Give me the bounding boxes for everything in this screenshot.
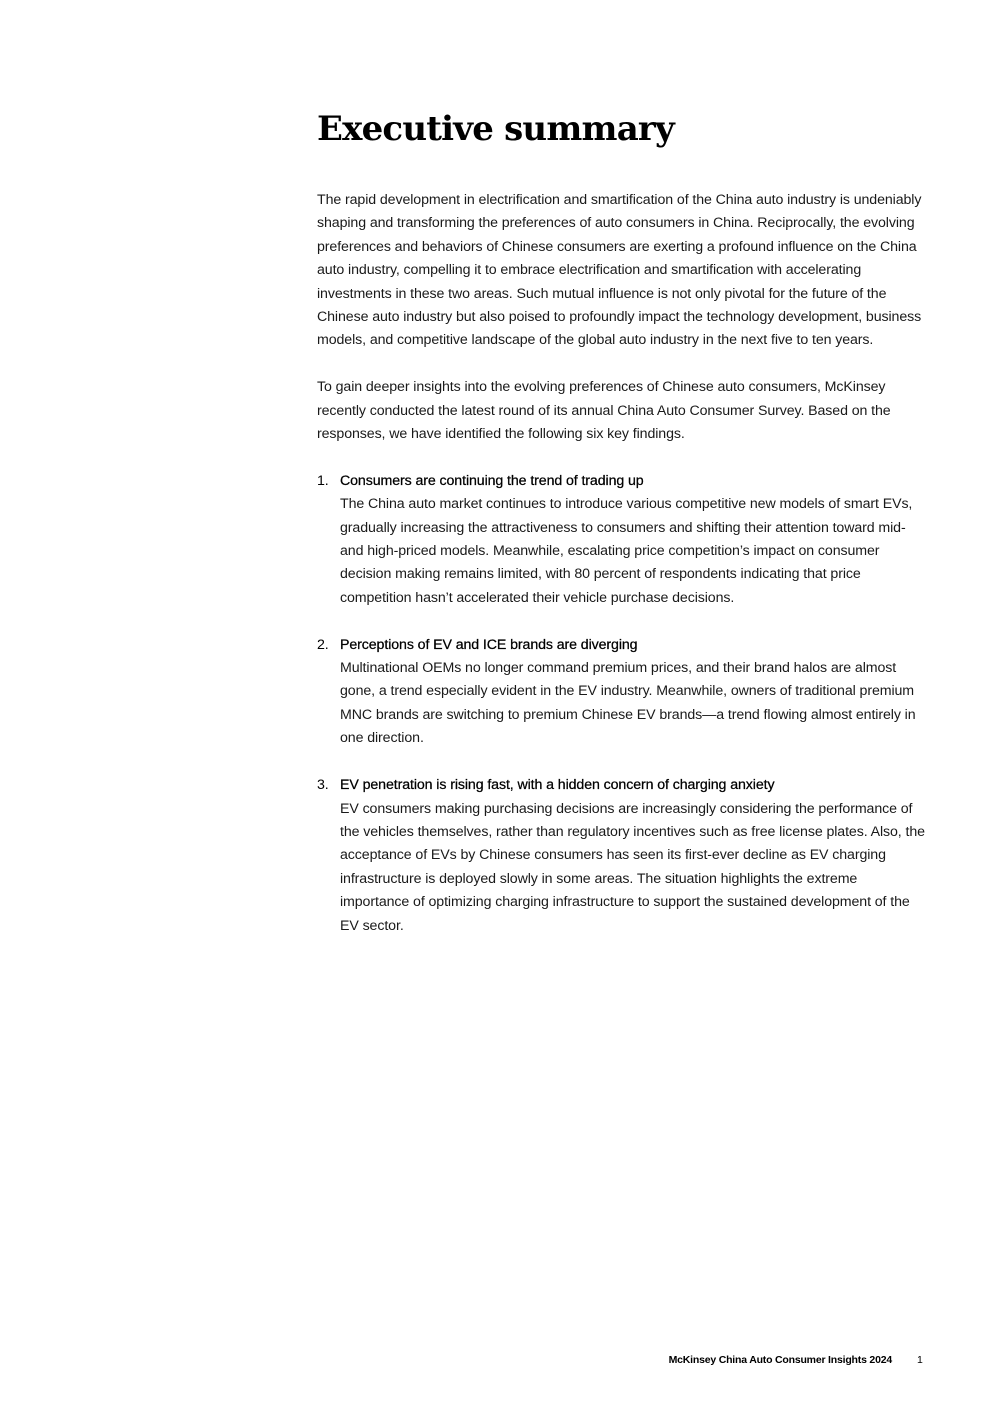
finding-item bbox=[317, 774, 927, 938]
finding-item bbox=[317, 470, 927, 610]
footer-publication-title: McKinsey China Auto Consumer Insights 2024 bbox=[668, 1354, 892, 1366]
intro-paragraph: The rapid development in electrification and smartification of the China auto industry is undeniably shaping and transforming the preferences of auto consumers in China. Reciprocally, the evolving preferences and behaviors of Chinese consumers are exerting a profound influence on the China auto industry, compelling it to embrace electrification and smartification with accelerating investments in these two areas. Such mutual influence is not only pivotal for the future of the Chinese auto industry but also poised to profoundly impact the technology development, business models, and competitive landscape of the global auto industry in the next five to ten years. bbox=[317, 192, 922, 349]
intro-paragraph: To gain deeper insights into the evolving preferences of Chinese auto consumers, McKinsey recently conducted the latest round of its annual China Auto Consumer Survey. Based on the responses, we have identified the following six key findings. bbox=[317, 379, 891, 443]
finding-item bbox=[317, 634, 927, 751]
finding-content bbox=[340, 470, 927, 610]
finding-text: The China auto market continues to introduce various competitive new models of smart EVs, gradually increasing the attractiveness to consumers and shifting their attention toward mid-and high-priced models. Meanwhile, escalating price competition’s impact on consumer decision making remains limited, with 80 percent of respondents indicating that price competition hasn’t accelerated their vehicle purchase decisions. bbox=[340, 496, 913, 606]
finding-number: 3. bbox=[317, 777, 329, 794]
body-text bbox=[317, 189, 927, 961]
finding-number: 1. bbox=[317, 472, 329, 489]
finding-content bbox=[340, 774, 927, 938]
finding-number: 2. bbox=[317, 636, 329, 653]
finding-text: EV consumers making purchasing decisions are increasingly considering the performance of the vehicles themselves, rather than regulatory incentives such as free license plates. Also, the acceptance of EVs by Chinese consumers has seen its first-ever decline as EV charging infrastructure is deployed slowly in some areas. The situation highlights the extreme importance of optimizing charging infrastructure to support the sustained development of the EV sector. bbox=[340, 800, 925, 934]
finding-content bbox=[340, 634, 927, 751]
page-title: Executive summary bbox=[317, 109, 674, 149]
finding-title: Consumers are continuing the trend of trading up bbox=[340, 472, 644, 489]
finding-text: Multinational OEMs no longer command premium prices, and their brand halos are almost gone, a trend especially evident in the EV industry. Meanwhile, owners of traditional premium MNC brands are switching to premium Chinese EV brands—a trend flowing almost entirely in one direction. bbox=[340, 660, 916, 747]
finding-title: EV penetration is rising fast, with a hidden concern of charging anxiety bbox=[340, 777, 775, 794]
page-number: 1 bbox=[917, 1354, 923, 1366]
finding-title: Perceptions of EV and ICE brands are diverging bbox=[340, 636, 638, 653]
